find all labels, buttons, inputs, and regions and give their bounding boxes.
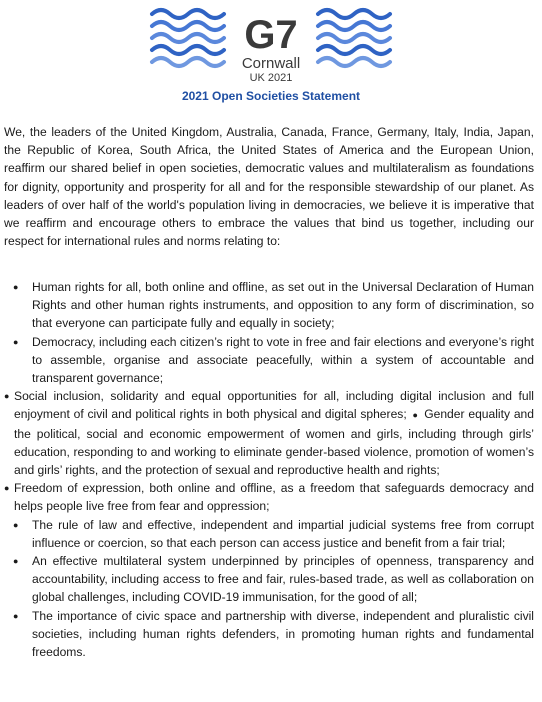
list-item-social-inclusion-gender-equality [4, 387, 534, 479]
left-waves-icon [152, 10, 224, 66]
list-item-freedom-of-expression [4, 479, 534, 515]
list-item-text: The importance of civic space and partnership with diverse, independent and pluralistic civil societies, including human rights defenders, in promoting human rights and fundamental freedoms. [32, 608, 534, 660]
g7-cornwall-logo [146, 4, 396, 84]
list-item-civic-space [4, 607, 534, 662]
bullet-dot-icon: ● [13, 519, 19, 530]
intro-paragraph: We, the leaders of the United Kingdom, Australia, Canada, France, Germany, Italy, India, Japan, the Republic of Korea, South Africa, the United States of America and the European Union, reaffirm our shared belief in open societies, democratic values and multilateralism as foundations for dignity, opportunity and prosperity for all and for the responsible stewardship of our planet. As leaders of over half of the world's population living in democracies, we believe it is imperative that we reaffirm and encourage others to embrace the values that bind us together, including our respect for international rules and norms relating to: [4, 125, 534, 249]
bullet-dot-icon: ● [412, 410, 419, 421]
bullet-dot-icon: ● [13, 610, 19, 621]
right-waves-icon [318, 10, 390, 66]
list-item-text: Democracy, including each citizen’s right to vote in free and fair elections and everyone’s right to assemble, organise and associate peacefully, within a system of accountable and transparent governance; [32, 334, 534, 386]
bullet-dot-icon: ● [4, 483, 10, 494]
list-item-text: An effective multilateral system underpinned by principles of openness, transparency and accountability, including access to free and fair, rules-based trade, as well as collaboration on global challenges, including COVID-19 immunisation, for the good of all; [32, 554, 534, 605]
list-item-human-rights [4, 278, 534, 333]
list-item-text: The rule of law and effective, independent and impartial judicial systems free from corrupt influence or coercion, so that each person can access justice and benefit from a fair trial; [32, 517, 534, 550]
list-item-text: Gender equality and the political, social and economic empowerment of women and girls, including through girls’ education, responding to and working to eliminate gender-based violence, promotion of women’s and girls’ rights, and the protection of sexual and reproductive health and rights; [14, 407, 534, 478]
bullet-dot-icon: ● [4, 391, 10, 402]
logo-edition: UK 2021 [249, 72, 293, 84]
g7-mark: G7 [244, 13, 298, 57]
values-list [4, 278, 534, 661]
bullet-dot-icon: ● [13, 336, 19, 347]
list-item-text: Freedom of expression, both online and offline, as a freedom that safeguards democracy and helps people live free from fear and oppression; [14, 481, 534, 514]
list-item-text: Social inclusion, solidarity and equal opportunities for all, including digital inclusion and full enjoyment of civil and political rights in both physical and digital spheres; [14, 389, 534, 422]
bullet-dot-icon: ● [13, 282, 19, 292]
list-item-text: Human rights for all, both online and offline, as set out in the Universal Declaration of Human Rights and other human rights instruments, and opposition to any form of discrimination, so that everyone can participate fully and equally in society; [32, 280, 534, 331]
g7-logo-graphic [146, 4, 396, 84]
list-item-multilateral-system [4, 552, 534, 607]
statement-title: 2021 Open Societies Statement [181, 89, 361, 103]
list-item-rule-of-law [4, 516, 534, 552]
bullet-dot-icon: ● [13, 556, 19, 567]
logo-place: Cornwall [241, 55, 301, 72]
list-item-democracy [4, 333, 534, 388]
